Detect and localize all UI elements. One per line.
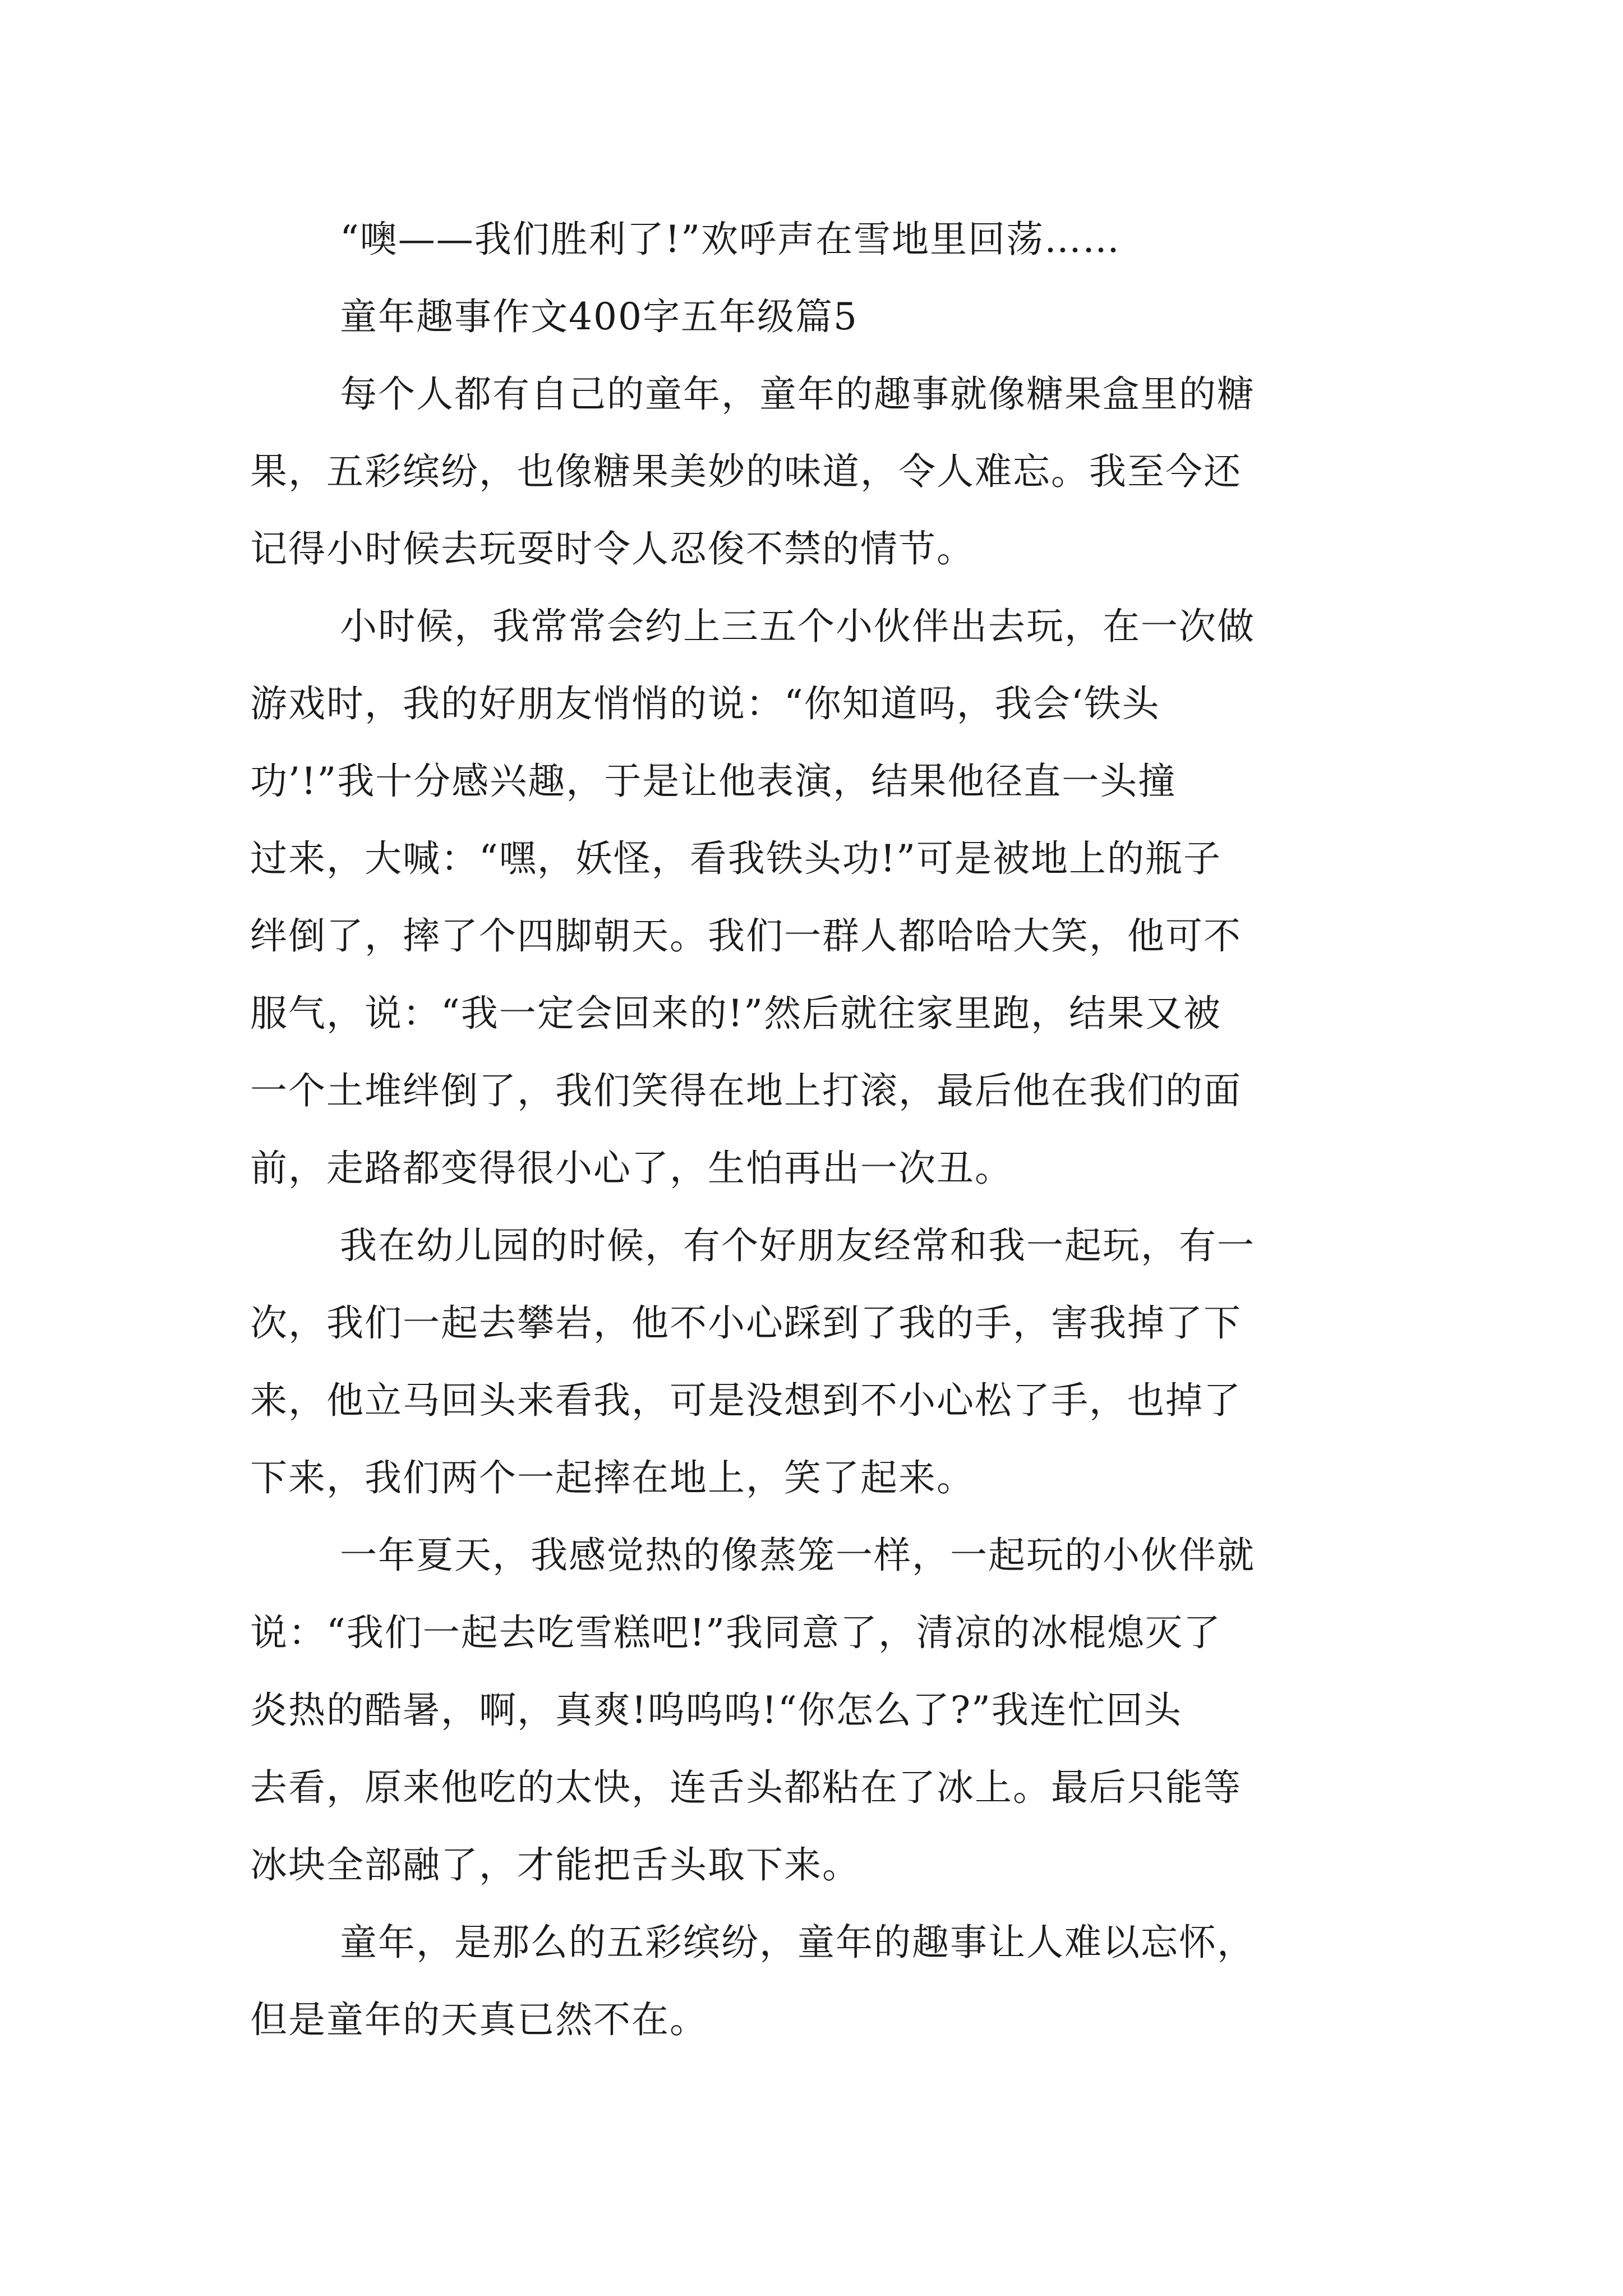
text-line: 一个土堆绊倒了，我们笑得在地上打滚，最后他在我们的面 [250, 1069, 1242, 1112]
text-line: 过来，大喊：“嘿，妖怪，看我铁头功!”可是被地上的瓶子 [250, 837, 1222, 880]
text-line: 下来，我们两个一起摔在地上，笑了起来。 [250, 1456, 975, 1499]
text-line: 但是童年的天真已然不在。 [250, 1998, 708, 2041]
text-line: 每个人都有自己的童年，童年的趣事就像糖果盒里的糖 [340, 372, 1255, 416]
text-line: 功’!”我十分感兴趣，于是让他表演，结果他径直一头撞 [250, 760, 1177, 803]
text-line: 次，我们一起去攀岩，他不小心踩到了我的手，害我掉了下 [250, 1301, 1242, 1345]
text-line: 果，五彩缤纷，也像糖果美妙的味道，令人难忘。我至今还 [250, 450, 1242, 493]
text-line: 绊倒了，摔了个四脚朝天。我们一群人都哈哈大笑，他可不 [250, 914, 1242, 958]
text-line: “噢——我们胜利了!”欢呼声在雪地里回荡…… [340, 218, 1121, 261]
text-line: 前，走路都变得很小心了，生怕再出一次丑。 [250, 1147, 1013, 1190]
text-line: 冰块全部融了，才能把舌头取下来。 [250, 1843, 860, 1887]
text-line: 小时候，我常常会约上三五个小伙伴出去玩，在一次做 [340, 605, 1255, 648]
text-line: 我在幼儿园的时候，有个好朋友经常和我一起玩，有一 [340, 1224, 1255, 1267]
text-line: 说：“我们一起去吃雪糕吧!”我同意了，清凉的冰棍熄灭了 [250, 1611, 1222, 1654]
text-line: 来，他立马回头来看我，可是没想到不小心松了手，也掉了 [250, 1379, 1242, 1422]
text-line: 一年夏天，我感觉热的像蒸笼一样，一起玩的小伙伴就 [340, 1534, 1255, 1577]
section-heading: 童年趣事作文400字五年级篇5 [340, 295, 858, 338]
text-line: 童年，是那么的五彩缤纷，童年的趣事让人难以忘怀， [340, 1921, 1255, 1964]
text-line: 游戏时，我的好朋友悄悄的说：“你知道吗，我会‘铁头 [250, 682, 1160, 725]
text-line: 记得小时候去玩耍时令人忍俊不禁的情节。 [250, 527, 975, 570]
text-line: 去看，原来他吃的太快，连舌头都粘在了冰上。最后只能等 [250, 1766, 1242, 1809]
text-line: 炎热的酷暑，啊，真爽!呜呜呜!“你怎么了?”我连忙回头 [250, 1688, 1182, 1732]
text-line: 服气，说：“我一定会回来的!”然后就往家里跑，结果又被 [250, 992, 1222, 1035]
